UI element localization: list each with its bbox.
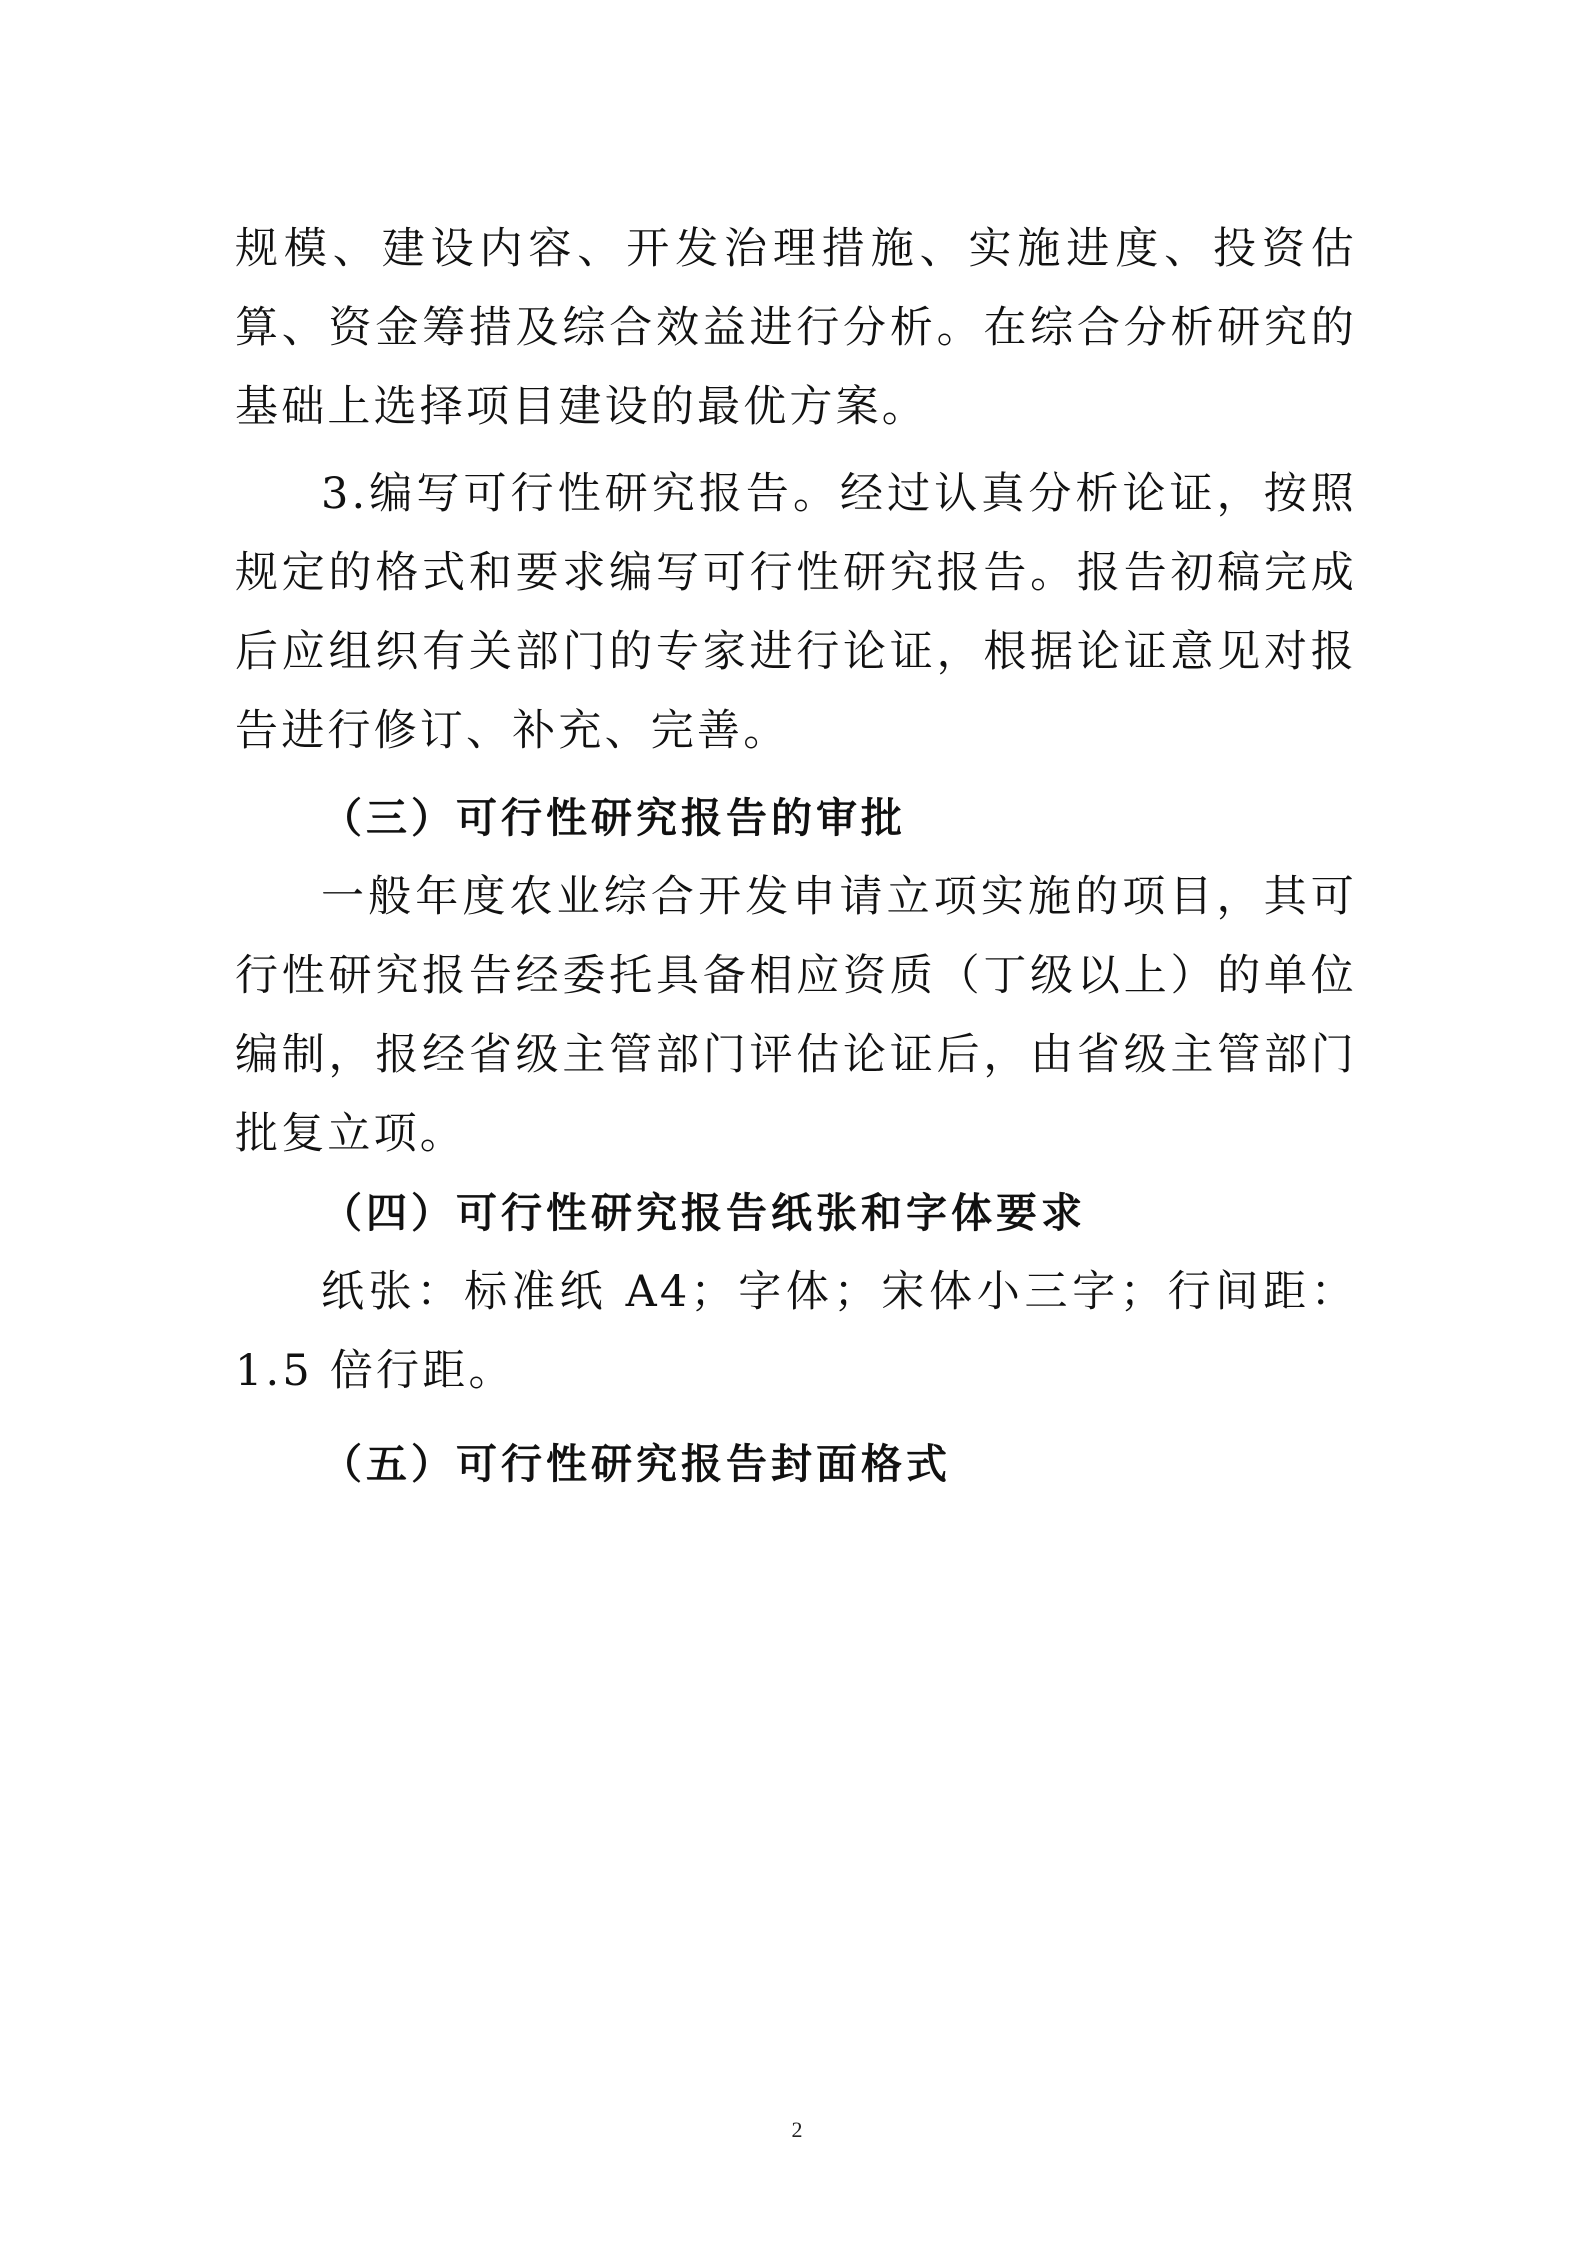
section-heading-paper-font: （四）可行性研究报告纸张和字体要求: [321, 1189, 1086, 1237]
paragraph-paper-font: 纸张：标准纸 A4；字体；宋体小三字；行间距：1.5 倍行距。: [235, 1267, 1357, 1396]
page-number: 2: [791, 2117, 803, 2142]
paragraph-write-report: 3.编写可行性研究报告。经过认真分析论证，按照规定的格式和要求编写可行性研究报告。报告初稿完成后应组织有关部门的专家进行论证，根据论证意见对报告进行修订、补充、完善。: [235, 469, 1357, 756]
section-heading-approval: （三）可行性研究报告的审批: [321, 794, 906, 842]
paragraph-spacer: [235, 771, 1357, 779]
document-body: [235, 210, 1357, 1504]
paragraph-spacer: [235, 447, 1357, 455]
paragraph-spacer: [235, 1411, 1357, 1425]
section-heading-cover-format: （五）可行性研究报告封面格式: [321, 1440, 951, 1488]
paragraph-analysis-continuation: 规模、建设内容、开发治理措施、实施进度、投资估算、资金筹措及综合效益进行分析。在综合分析研究的基础上选择项目建设的最优方案。: [235, 224, 1357, 432]
paragraph-approval: 一般年度农业综合开发申请立项实施的项目，其可行性研究报告经委托具备相应资质（丁级以上）的单位编制，报经省级主管部门评估论证后，由省级主管部门批复立项。: [235, 872, 1357, 1159]
